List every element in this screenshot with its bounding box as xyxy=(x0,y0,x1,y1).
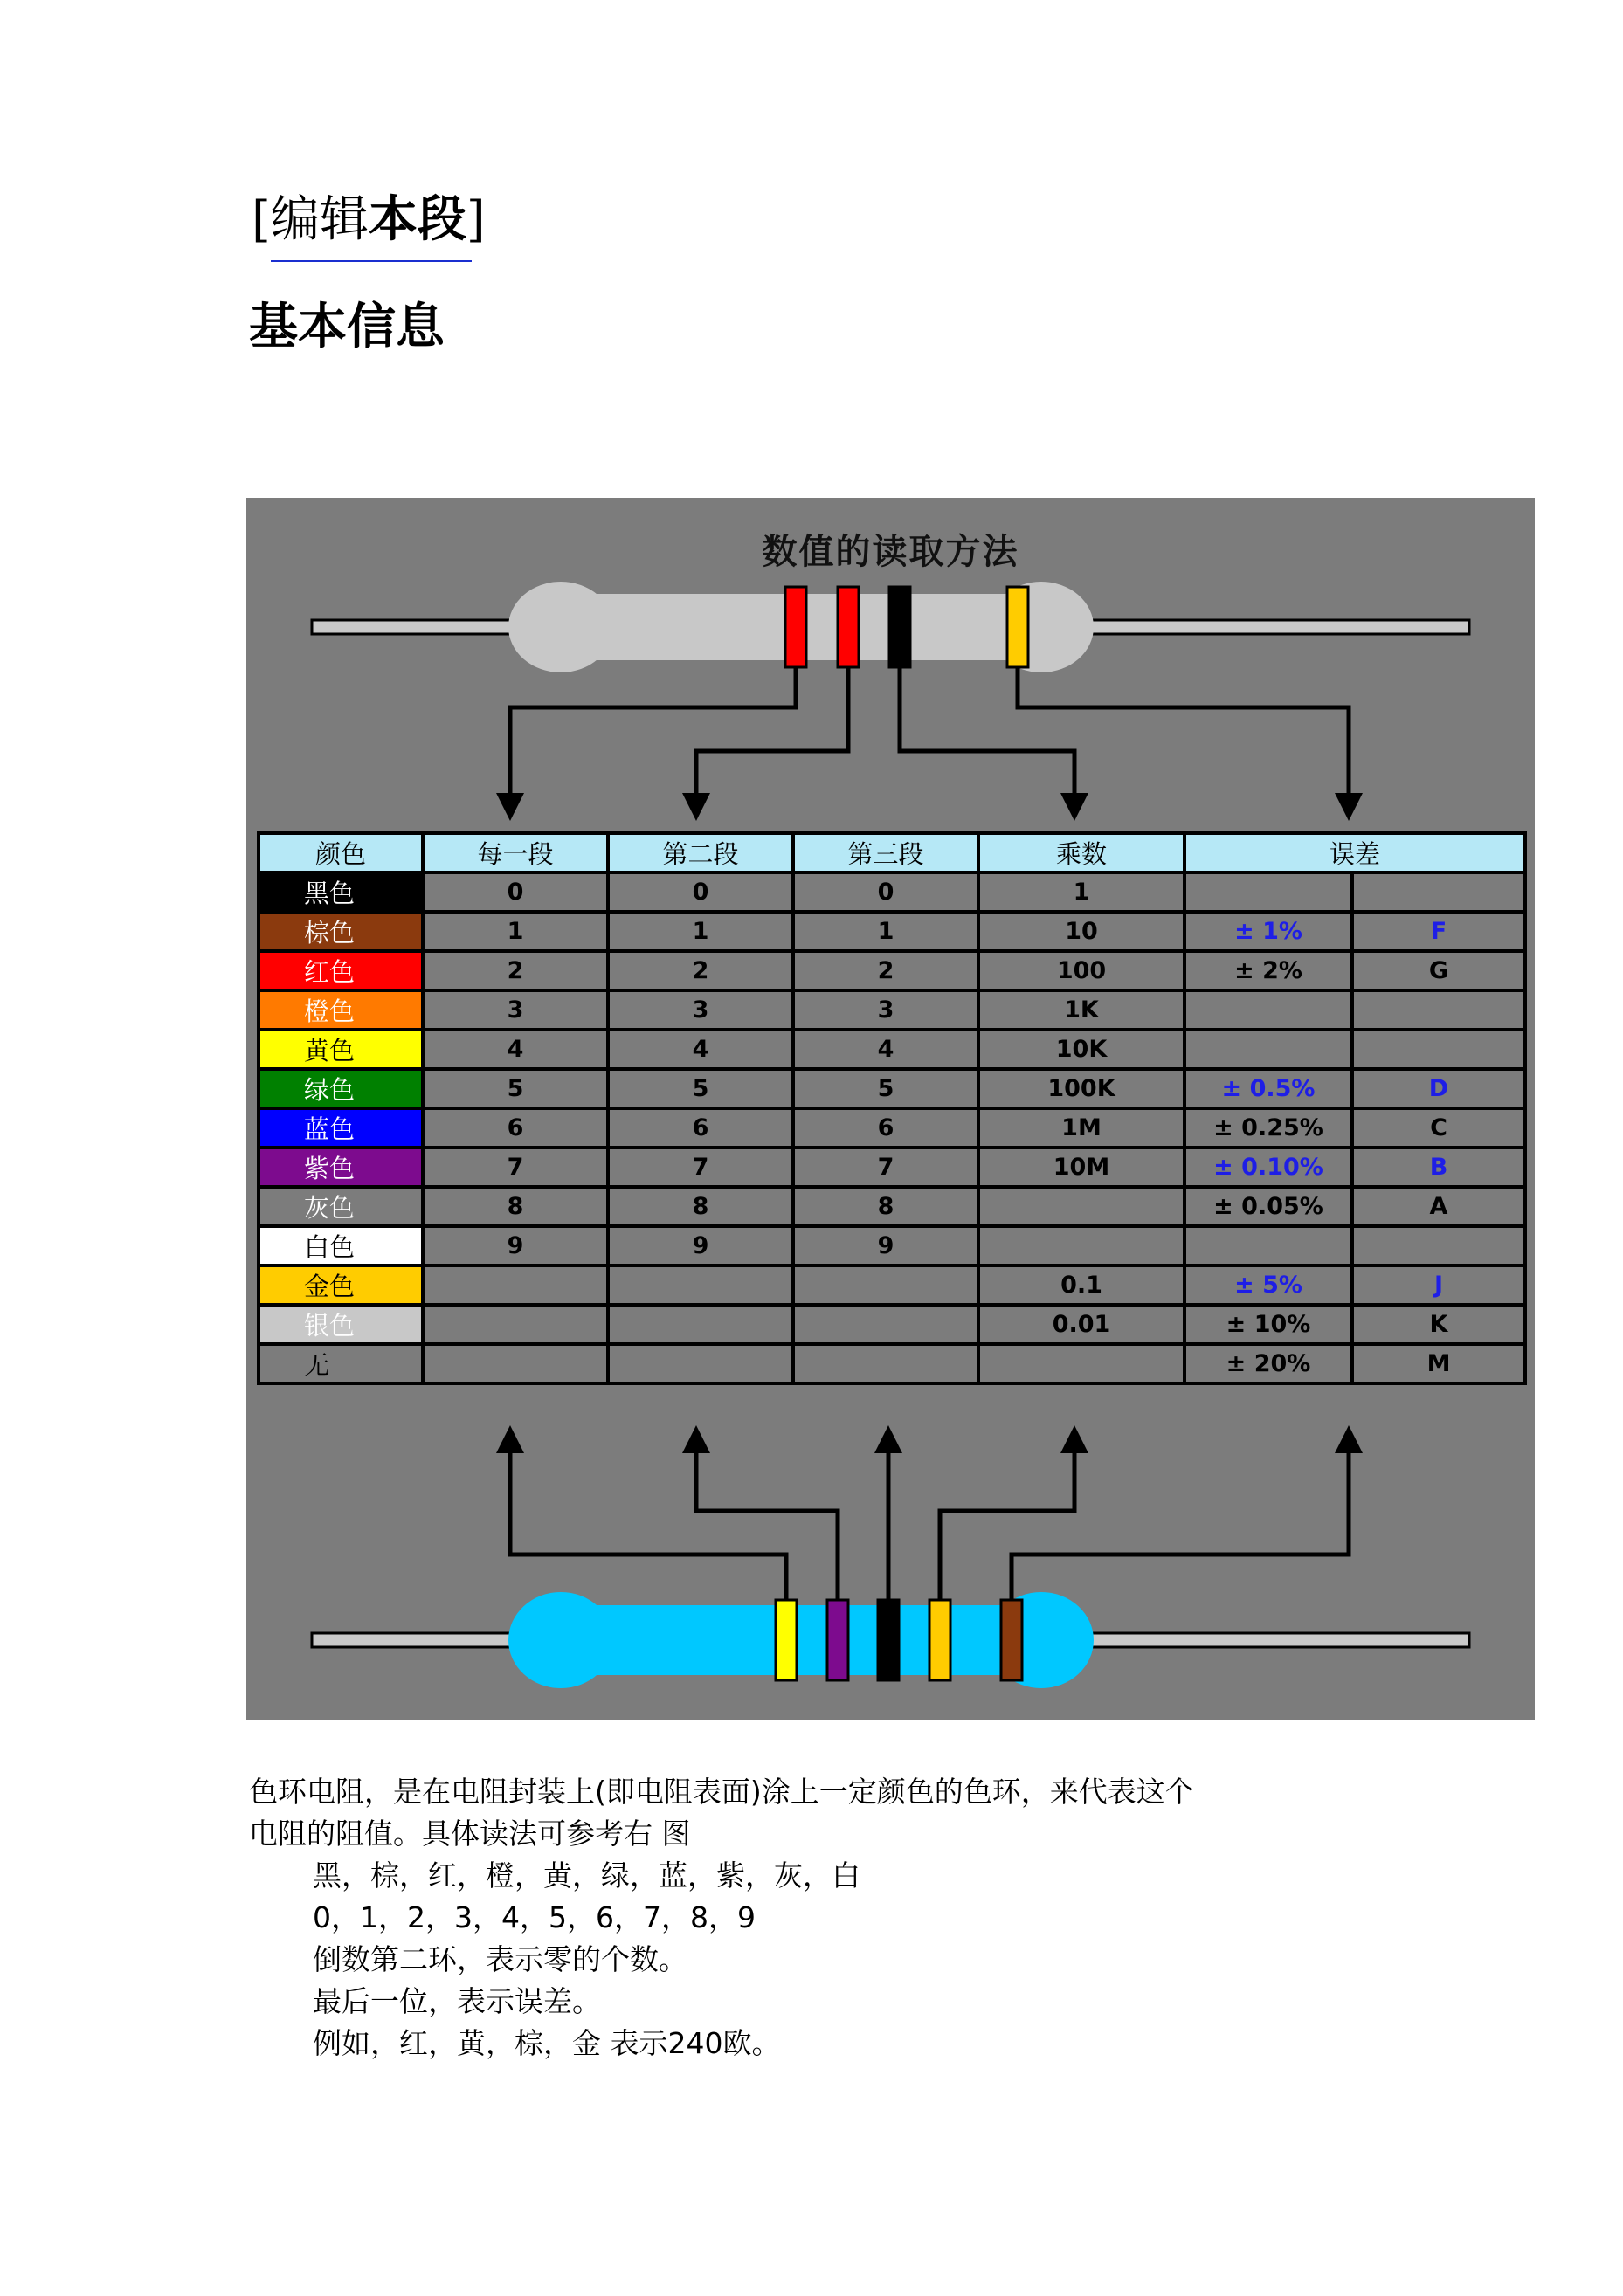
multiplier-cell: 100 xyxy=(978,951,1184,990)
table-row xyxy=(259,1305,1525,1344)
color-name-cell: 白色 xyxy=(259,1226,423,1265)
digit-1-cell: 4 xyxy=(423,1030,608,1069)
digit-3-cell: 7 xyxy=(793,1148,978,1187)
edit-bracket-open: [ xyxy=(252,191,271,248)
arrow-bottom-1 xyxy=(510,1450,786,1603)
digit-2-cell: 3 xyxy=(608,990,793,1030)
digit-3-cell: 9 xyxy=(793,1226,978,1265)
last-line: 最后一位，表示误差。 xyxy=(313,1984,601,2018)
table-row xyxy=(259,1108,1525,1148)
table-body xyxy=(259,872,1525,1383)
multiplier-cell xyxy=(978,1226,1184,1265)
bottom-arrowheads xyxy=(496,1425,1363,1453)
color-name-cell: 棕色 xyxy=(259,912,423,951)
color-name-cell: 银色 xyxy=(259,1305,423,1344)
tolerance-cell xyxy=(1184,1226,1352,1265)
top-band-4 xyxy=(1007,587,1028,667)
tolerance-cell: ± 2% xyxy=(1184,951,1352,990)
top-band-3 xyxy=(889,587,910,667)
multiplier-cell: 1 xyxy=(978,872,1184,912)
intro-paragraph xyxy=(249,1771,1385,1855)
arrow-band4 xyxy=(1018,667,1349,795)
bottom-arrows xyxy=(510,1450,1349,1603)
header-color: 颜色 xyxy=(259,833,423,872)
header-digit-3: 第三段 xyxy=(793,833,978,872)
header-digit-1: 每一段 xyxy=(423,833,608,872)
tolerance-code-cell: A xyxy=(1352,1187,1525,1226)
tolerance-cell: ± 10% xyxy=(1184,1305,1352,1344)
digit-3-cell xyxy=(793,1344,978,1383)
tolerance-code-cell: F xyxy=(1352,912,1525,951)
header-digit-2: 第二段 xyxy=(608,833,793,872)
multiplier-cell xyxy=(978,1187,1184,1226)
table-row xyxy=(259,1265,1525,1305)
digit-1-cell: 6 xyxy=(423,1108,608,1148)
color-name-cell: 橙色 xyxy=(259,990,423,1030)
tolerance-code-cell: B xyxy=(1352,1148,1525,1187)
tolerance-cell: ± 0.25% xyxy=(1184,1108,1352,1148)
digit-3-cell: 8 xyxy=(793,1187,978,1226)
digit-2-cell: 4 xyxy=(608,1030,793,1069)
bottom-band-4 xyxy=(929,1600,950,1680)
color-name-cell: 绿色 xyxy=(259,1069,423,1108)
edit-section-link[interactable] xyxy=(252,185,486,255)
digit-1-cell xyxy=(423,1265,608,1305)
tolerance-code-cell xyxy=(1352,1226,1525,1265)
digit-1-cell: 2 xyxy=(423,951,608,990)
tolerance-code-cell: K xyxy=(1352,1305,1525,1344)
digit-3-cell: 4 xyxy=(793,1030,978,1069)
color-name-cell: 红色 xyxy=(259,951,423,990)
example-line: 例如，红，黄，棕，金 表示240欧。 xyxy=(313,2026,781,2060)
color-name-cell: 黄色 xyxy=(259,1030,423,1069)
tolerance-cell: ± 0.5% xyxy=(1184,1069,1352,1108)
top-arrows xyxy=(510,667,1349,795)
digit-3-cell xyxy=(793,1305,978,1344)
top-band-2 xyxy=(838,587,859,667)
multiplier-cell: 0.1 xyxy=(978,1265,1184,1305)
multiplier-cell: 1K xyxy=(978,990,1184,1030)
digit-2-cell xyxy=(608,1265,793,1305)
digit-2-cell: 7 xyxy=(608,1148,793,1187)
digit-1-cell xyxy=(423,1344,608,1383)
digit-1-cell xyxy=(423,1305,608,1344)
arrow-band1 xyxy=(510,667,796,795)
digit-1-cell: 1 xyxy=(423,912,608,951)
color-code-table xyxy=(257,831,1527,1385)
digit-3-cell: 3 xyxy=(793,990,978,1030)
bottom-band-1 xyxy=(776,1600,797,1680)
arrow-band2 xyxy=(696,667,848,795)
tolerance-cell xyxy=(1184,1030,1352,1069)
digit-1-cell: 7 xyxy=(423,1148,608,1187)
digit-1-cell: 9 xyxy=(423,1226,608,1265)
top-arrowheads xyxy=(496,793,1363,821)
arrow-bottom-5 xyxy=(1012,1450,1349,1603)
digit-2-cell: 5 xyxy=(608,1069,793,1108)
tolerance-code-cell: M xyxy=(1352,1344,1525,1383)
digit-1-cell: 8 xyxy=(423,1187,608,1226)
digit-2-cell: 6 xyxy=(608,1108,793,1148)
second-last-line: 倒数第二环，表示零的个数。 xyxy=(313,1942,687,1976)
multiplier-cell: 1M xyxy=(978,1108,1184,1148)
tolerance-cell: ± 5% xyxy=(1184,1265,1352,1305)
multiplier-cell: 100K xyxy=(978,1069,1184,1108)
tolerance-code-cell xyxy=(1352,990,1525,1030)
color-name-cell: 紫色 xyxy=(259,1148,423,1187)
tolerance-cell: ± 0.10% xyxy=(1184,1148,1352,1187)
diagram-title: 数值的读取方法 xyxy=(762,532,1019,572)
header-multiplier: 乘数 xyxy=(978,833,1184,872)
digit-3-cell: 6 xyxy=(793,1108,978,1148)
color-name-cell: 黑色 xyxy=(259,872,423,912)
bottom-band-3 xyxy=(878,1600,899,1680)
tolerance-cell: ± 1% xyxy=(1184,912,1352,951)
digit-3-cell: 2 xyxy=(793,951,978,990)
table-row xyxy=(259,1187,1525,1226)
digit-3-cell: 1 xyxy=(793,912,978,951)
top-resistor xyxy=(508,582,1094,672)
tolerance-code-cell xyxy=(1352,1030,1525,1069)
edit-label[interactable]: 编辑 xyxy=(270,191,369,248)
edit-link-underline xyxy=(271,260,472,262)
bottom-band-2 xyxy=(827,1600,848,1680)
tolerance-code-cell: C xyxy=(1352,1108,1525,1148)
table-row xyxy=(259,951,1525,990)
digit-2-cell: 8 xyxy=(608,1187,793,1226)
color-name-cell: 灰色 xyxy=(259,1187,423,1226)
edit-bracket-close: ] xyxy=(466,191,486,248)
bottom-resistor-body xyxy=(556,1605,1046,1675)
digits-line: 0，1，2，3，4，5，6，7，8，9 xyxy=(313,1900,756,1934)
tolerance-cell: ± 20% xyxy=(1184,1344,1352,1383)
table-row xyxy=(259,872,1525,912)
digit-2-cell: 1 xyxy=(608,912,793,951)
tolerance-code-cell xyxy=(1352,872,1525,912)
intro-line-2: 电阻的阻值。具体读法可参考右 图 xyxy=(249,1817,691,1851)
digit-2-cell: 0 xyxy=(608,872,793,912)
digit-2-cell xyxy=(608,1305,793,1344)
table-row xyxy=(259,1069,1525,1108)
multiplier-cell: 10M xyxy=(978,1148,1184,1187)
tolerance-cell: ± 0.05% xyxy=(1184,1187,1352,1226)
digit-2-cell: 9 xyxy=(608,1226,793,1265)
arrow-bottom-4 xyxy=(940,1450,1074,1603)
digit-3-cell: 0 xyxy=(793,872,978,912)
color-name-cell: 金色 xyxy=(259,1265,423,1305)
table-row xyxy=(259,990,1525,1030)
resistor-color-code-diagram xyxy=(246,498,1535,1720)
digit-1-cell: 0 xyxy=(423,872,608,912)
bottom-resistor xyxy=(508,1592,1094,1688)
color-name-cell: 无 xyxy=(259,1344,423,1383)
arrow-bottom-2 xyxy=(696,1450,838,1603)
edit-section-label[interactable]: 本段 xyxy=(368,191,466,248)
top-band-1 xyxy=(785,587,806,667)
digit-1-cell: 3 xyxy=(423,990,608,1030)
table-row xyxy=(259,912,1525,951)
tolerance-cell xyxy=(1184,990,1352,1030)
color-name-cell: 蓝色 xyxy=(259,1108,423,1148)
intro-line-1: 色环电阻，是在电阻封装上(即电阻表面)涂上一定颜色的色环，来代表这个 xyxy=(249,1775,1194,1809)
table-row xyxy=(259,1226,1525,1265)
digit-2-cell: 2 xyxy=(608,951,793,990)
digit-3-cell xyxy=(793,1265,978,1305)
table-row xyxy=(259,1030,1525,1069)
multiplier-cell xyxy=(978,1344,1184,1383)
tolerance-cell xyxy=(1184,872,1352,912)
table-row xyxy=(259,1344,1525,1383)
section-title: 基本信息 xyxy=(249,299,445,355)
digit-2-cell xyxy=(608,1344,793,1383)
multiplier-cell: 0.01 xyxy=(978,1305,1184,1344)
multiplier-cell: 10 xyxy=(978,912,1184,951)
multiplier-cell: 10K xyxy=(978,1030,1184,1069)
tolerance-code-cell: J xyxy=(1352,1265,1525,1305)
tolerance-code-cell: D xyxy=(1352,1069,1525,1108)
table-row xyxy=(259,1148,1525,1187)
colors-line: 黑，棕，红，橙，黄，绿，蓝，紫，灰，白 xyxy=(313,1858,860,1893)
arrow-band3 xyxy=(900,667,1074,795)
bottom-band-5 xyxy=(1001,1600,1022,1680)
header-tolerance: 误差 xyxy=(1184,833,1525,872)
tolerance-code-cell: G xyxy=(1352,951,1525,990)
digit-1-cell: 5 xyxy=(423,1069,608,1108)
digit-3-cell: 5 xyxy=(793,1069,978,1108)
table-header-row xyxy=(259,833,1525,872)
